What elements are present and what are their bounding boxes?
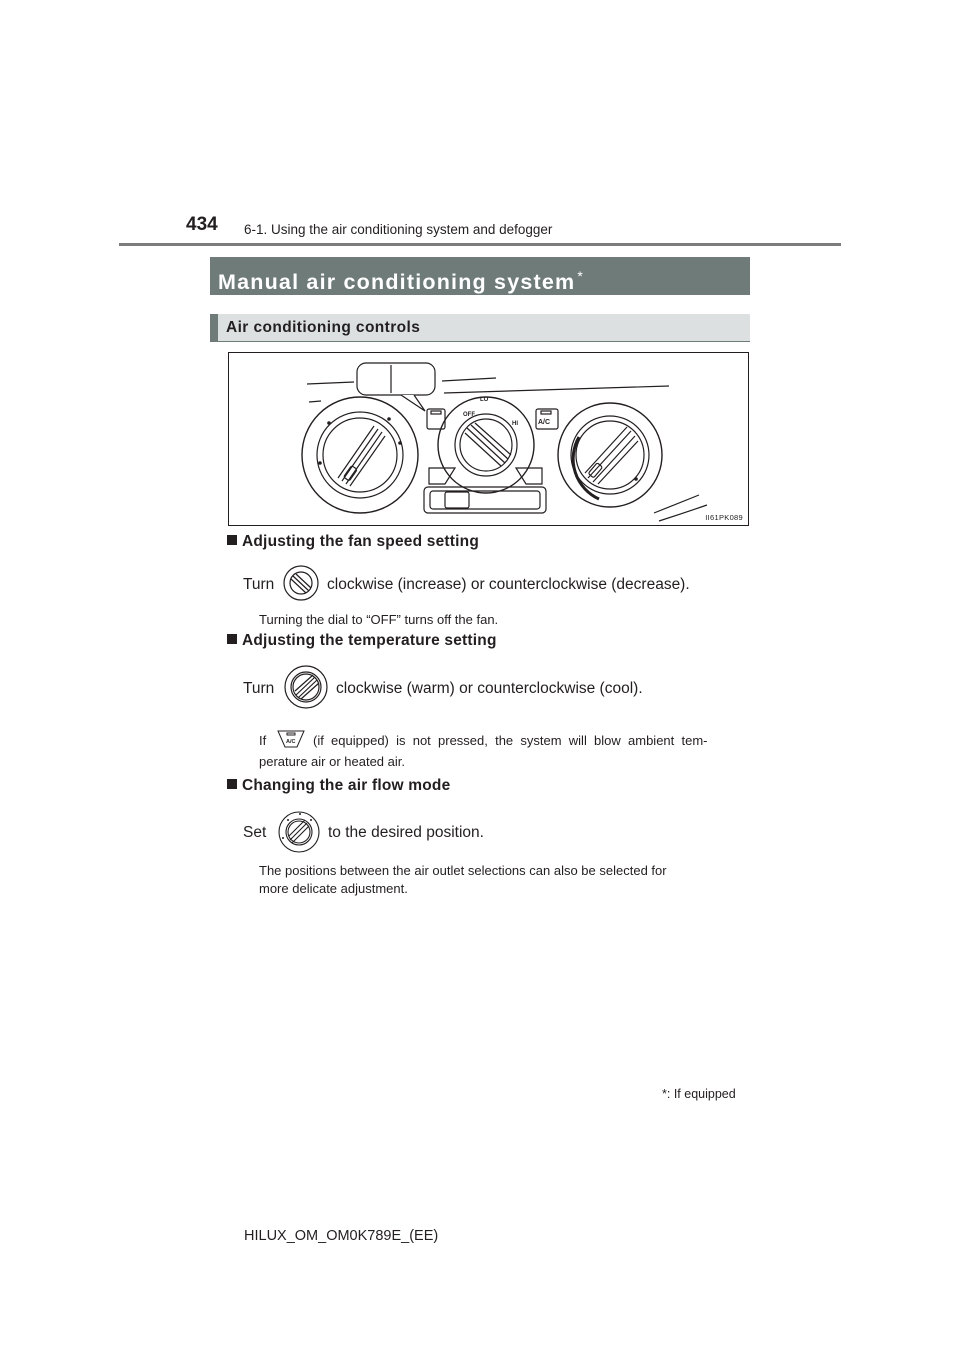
- document-code: HILUX_OM_OM0K789E_(EE): [244, 1228, 439, 1244]
- fan-dial-lo-label: LO: [480, 397, 489, 403]
- fan-speed-note: Turning the dial to “OFF” turns off the fan.: [259, 612, 499, 627]
- fan-speed-instruction-end: clockwise (increase) or counterclockwise (decrease).: [327, 576, 690, 593]
- fan-dial-icon: [283, 563, 319, 603]
- page-number: 434: [186, 214, 218, 235]
- footnote: [662, 1087, 736, 1101]
- temperature-note-line2: perature air or heated air.: [259, 754, 405, 769]
- ac-button-icon-label: A/C: [286, 739, 296, 745]
- air-flow-instruction-start: Set: [243, 824, 267, 841]
- section-title: [210, 257, 750, 295]
- fan-speed-instruction-start: Turn: [243, 576, 275, 593]
- air-flow-heading-text: Changing the air flow mode: [242, 777, 451, 794]
- header-divider: [119, 243, 841, 246]
- air-flow-instruction-end: to the desired position.: [328, 824, 484, 841]
- fan-speed-heading-text: Adjusting the fan speed setting: [242, 533, 479, 550]
- footnote-text: : If equipped: [666, 1087, 736, 1101]
- bullet-square-icon: [227, 535, 237, 545]
- temperature-note-start: If: [259, 733, 267, 748]
- air-flow-dial-icon: [278, 808, 320, 855]
- ac-button-label: A/C: [538, 419, 551, 426]
- fan-dial-hi-label: HI: [512, 421, 518, 427]
- temperature-instruction-end: clockwise (warm) or counterclockwise (cool).: [336, 680, 643, 697]
- ac-button-icon: [276, 728, 306, 749]
- air-flow-note-line2: more delicate adjustment.: [259, 881, 408, 896]
- footnote-mark: *: [662, 1087, 667, 1101]
- temperature-instruction-start: Turn: [243, 680, 275, 697]
- air-flow-heading: [227, 777, 450, 795]
- air-flow-note-line1: The positions between the air outlet selections can also be selected for: [259, 863, 667, 878]
- bullet-square-icon: [227, 634, 237, 644]
- if-equipped-mark: *: [577, 268, 585, 284]
- breadcrumb: 6-1. Using the air conditioning system and defogger: [244, 222, 553, 237]
- temperature-heading: [227, 632, 497, 650]
- fan-dial-off-label: OFF: [463, 412, 475, 418]
- temperature-dial-icon: [284, 664, 328, 710]
- figure-id: II61PK089: [705, 513, 743, 522]
- fan-speed-heading: [227, 533, 479, 551]
- temperature-heading-text: Adjusting the temperature setting: [242, 632, 497, 649]
- subsection-title: Air conditioning controls: [210, 314, 750, 342]
- temperature-note-end: (if equipped) is not pressed, the system will blow ambient tem-: [313, 733, 708, 748]
- control-panel-illustration: [228, 352, 749, 526]
- section-title-text: Manual air conditioning system: [218, 270, 576, 295]
- bullet-square-icon: [227, 779, 237, 789]
